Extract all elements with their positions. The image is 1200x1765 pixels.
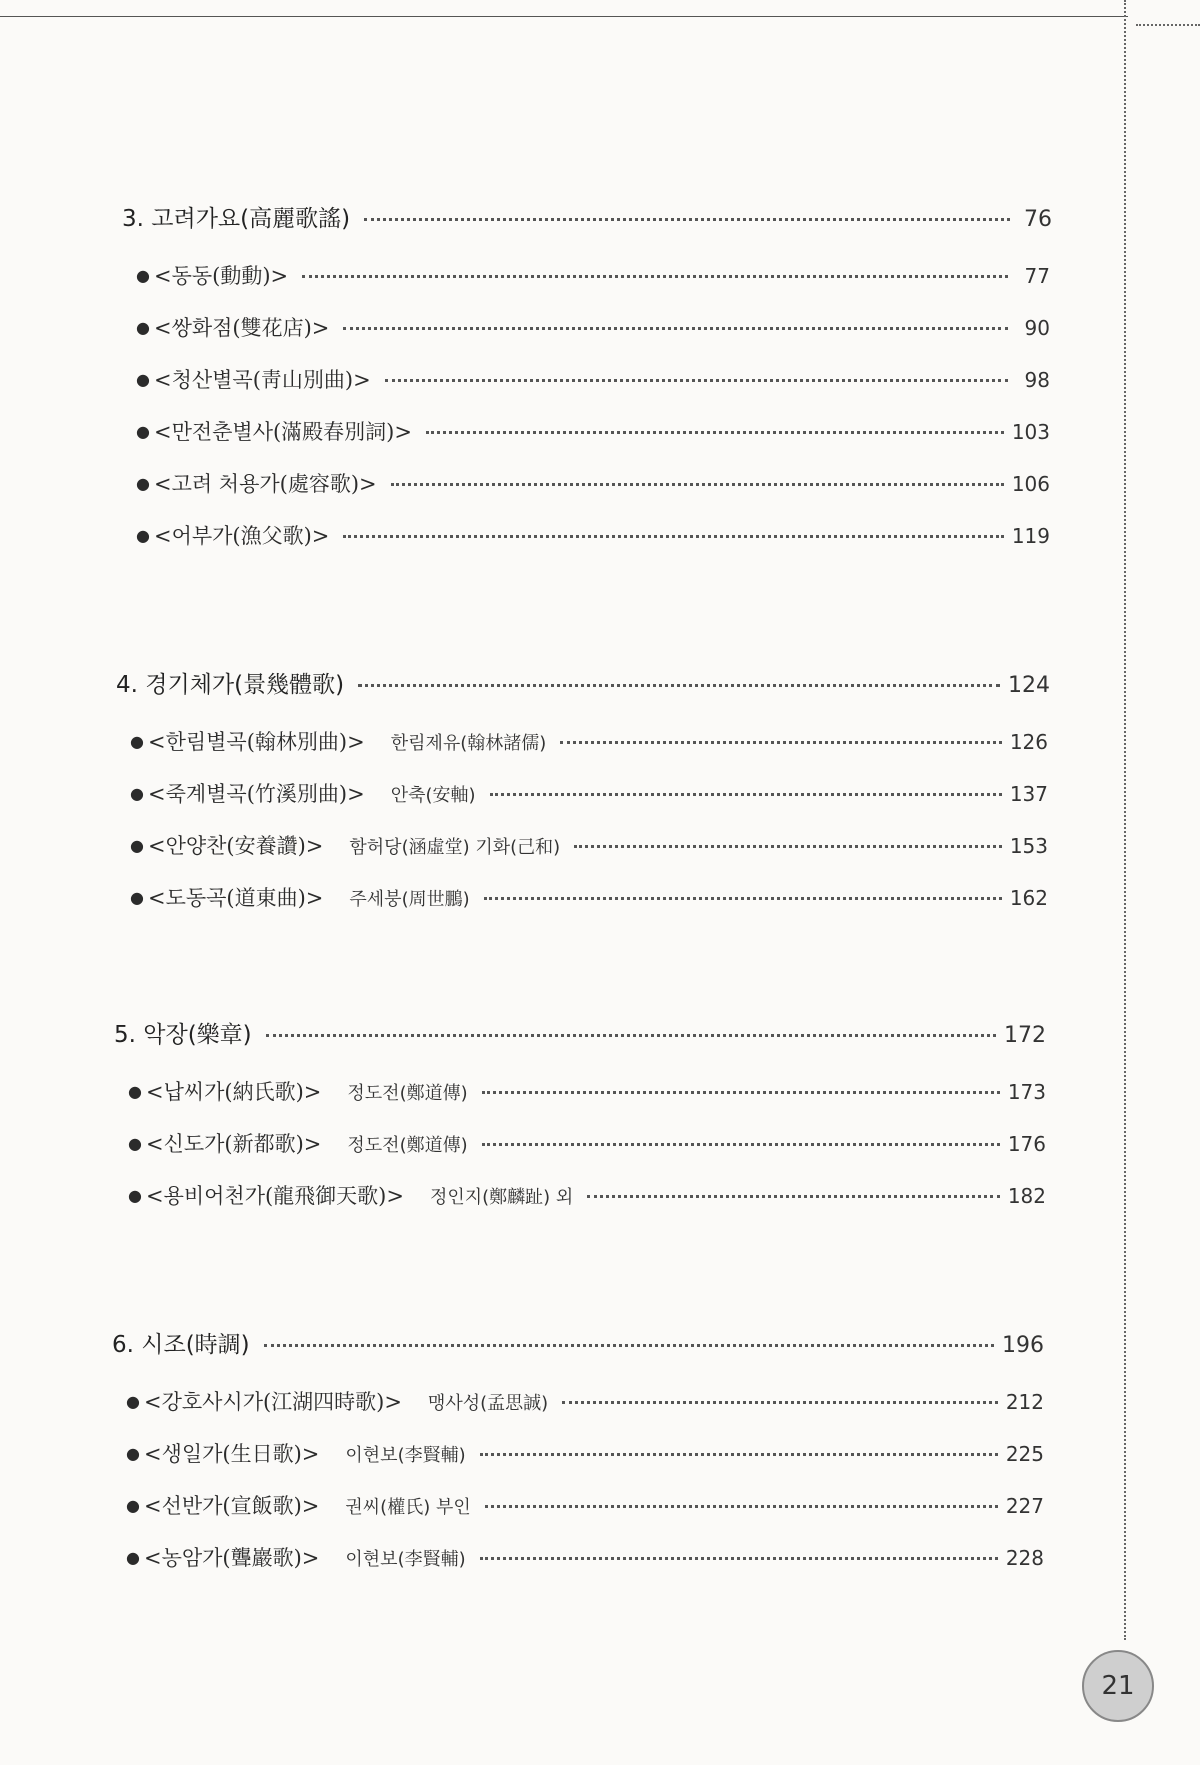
entry-page: 119: [1011, 524, 1050, 548]
entry-page: 162: [1009, 886, 1048, 910]
page-number-badge: [1082, 1650, 1154, 1722]
toc-entry[interactable]: [126, 1490, 1044, 1542]
entry-author: 권씨(權氏) 부인: [345, 1497, 471, 1518]
leader-dots: [343, 535, 1003, 538]
entry-title: <고려 처용가(處容歌)>: [153, 472, 377, 496]
bullet-icon: ●: [136, 422, 150, 441]
toc-entry[interactable]: [128, 1076, 1046, 1128]
leader-dots: [482, 1143, 1000, 1146]
toc-entry[interactable]: [126, 1386, 1044, 1438]
entry-page: 98: [1024, 368, 1050, 392]
leader-dots: [391, 483, 1004, 486]
entry-title: <강호사시가(江湖四時歌)>: [143, 1390, 402, 1414]
toc-entry[interactable]: [128, 1180, 1046, 1232]
entry-page: 77: [1024, 264, 1050, 288]
section-page: 124: [1008, 673, 1050, 698]
entry-author: 이현보(李賢輔): [345, 1549, 466, 1570]
toc-entry[interactable]: [136, 260, 1050, 312]
entry-author: 정도전(鄭道傳): [347, 1083, 468, 1104]
section-page: 196: [1002, 1333, 1044, 1358]
entry-page: 225: [1005, 1442, 1044, 1466]
entry-title: <생일가(生日歌)>: [143, 1442, 320, 1466]
toc-entry[interactable]: [136, 364, 1050, 416]
entry-page: 126: [1009, 730, 1048, 754]
toc-entry[interactable]: [136, 416, 1050, 468]
bullet-icon: ●: [130, 888, 144, 907]
toc-entry[interactable]: [126, 1542, 1044, 1594]
entry-title: <도동곡(道東曲)>: [147, 886, 324, 910]
entry-page: 106: [1011, 472, 1050, 496]
entry-page: 90: [1024, 316, 1050, 340]
bullet-icon: ●: [136, 266, 150, 285]
section-heading: 5. 악장(樂章): [114, 1022, 252, 1048]
leader-dots: [484, 897, 1002, 900]
bullet-icon: ●: [128, 1134, 142, 1153]
page-number: 21: [1101, 1671, 1135, 1701]
leader-dots: [364, 218, 1010, 221]
leader-dots: [343, 327, 1008, 330]
entry-page: 212: [1005, 1390, 1044, 1414]
bullet-icon: ●: [126, 1392, 140, 1411]
leader-dots: [480, 1557, 998, 1560]
entry-title: <선반가(宣飯歌)>: [143, 1494, 320, 1518]
entry-title: <어부가(漁父歌)>: [153, 524, 330, 548]
entry-author: 맹사성(孟思誠): [427, 1393, 549, 1414]
entry-title: <신도가(新都歌)>: [145, 1132, 322, 1156]
bullet-icon: ●: [126, 1548, 140, 1567]
bullet-icon: ●: [126, 1444, 140, 1463]
entry-page: 176: [1007, 1132, 1046, 1156]
section-page: 172: [1004, 1023, 1046, 1048]
bullet-icon: ●: [130, 732, 144, 751]
leader-dots: [485, 1505, 998, 1508]
leader-dots: [574, 845, 1002, 848]
toc-entry[interactable]: [136, 520, 1050, 572]
leader-dots: [562, 1401, 998, 1404]
entry-title: <동동(動動)>: [153, 264, 289, 288]
entry-page: 103: [1011, 420, 1050, 444]
bullet-icon: ●: [136, 474, 150, 493]
entry-title: <안양찬(安養讚)>: [147, 834, 324, 858]
entry-title: <납씨가(納氏歌)>: [145, 1080, 322, 1104]
toc-entry[interactable]: [126, 1438, 1044, 1490]
toc-entry[interactable]: [128, 1128, 1046, 1180]
section-heading-row[interactable]: [114, 1016, 1046, 1060]
toc-entry[interactable]: [130, 726, 1048, 778]
entry-page: 173: [1007, 1080, 1046, 1104]
leader-dots: [385, 379, 1008, 382]
entry-title: <청산별곡(靑山別曲)>: [153, 368, 371, 392]
bullet-icon: ●: [136, 370, 150, 389]
entry-author: 안축(安軸): [390, 785, 476, 806]
toc-section: [0, 200, 1200, 572]
leader-dots: [482, 1091, 1000, 1094]
leader-dots: [426, 431, 1004, 434]
leader-dots: [358, 684, 1000, 687]
entry-author: 정도전(鄭道傳): [347, 1135, 468, 1156]
leader-dots: [264, 1344, 994, 1347]
toc-entry[interactable]: [130, 882, 1048, 934]
entry-title: <한림별곡(翰林別曲)>: [147, 730, 365, 754]
entry-title: <죽계별곡(竹溪別曲)>: [147, 782, 365, 806]
entry-page: 153: [1009, 834, 1048, 858]
leader-dots: [266, 1034, 996, 1037]
entry-title: <만전춘별사(滿殿春別詞)>: [153, 420, 412, 444]
toc-entry[interactable]: [136, 312, 1050, 364]
section-heading: 3. 고려가요(高麗歌謠): [122, 206, 351, 232]
bullet-icon: ●: [136, 526, 150, 545]
leader-dots: [302, 275, 1008, 278]
toc-entry[interactable]: [136, 468, 1050, 520]
bullet-icon: ●: [130, 836, 144, 855]
entry-title: <농암가(聾巖歌)>: [143, 1546, 320, 1570]
top-border-dots: [1136, 24, 1200, 26]
entry-author: 한림제유(翰林諸儒): [390, 733, 547, 754]
bullet-icon: ●: [128, 1186, 142, 1205]
toc-entry[interactable]: [130, 778, 1048, 830]
bullet-icon: ●: [130, 784, 144, 803]
leader-dots: [587, 1195, 1000, 1198]
leader-dots: [490, 793, 1002, 796]
entry-page: 228: [1005, 1546, 1044, 1570]
section-heading-row[interactable]: [122, 200, 1052, 244]
section-heading: 4. 경기체가(景幾體歌): [116, 672, 345, 698]
entry-author: 정인지(鄭麟趾) 외: [429, 1187, 574, 1208]
entry-page: 137: [1009, 782, 1048, 806]
entry-title: <용비어천가(龍飛御天歌)>: [145, 1184, 404, 1208]
section-page: 76: [1024, 207, 1052, 232]
toc-section: [0, 666, 1200, 934]
top-border-line: [0, 16, 1128, 17]
toc-entry[interactable]: [130, 830, 1048, 882]
section-heading-row[interactable]: [112, 1326, 1044, 1370]
bullet-icon: ●: [126, 1496, 140, 1515]
bullet-icon: ●: [128, 1082, 142, 1101]
entry-author: 주세붕(周世鵬): [349, 889, 470, 910]
bullet-icon: ●: [136, 318, 150, 337]
toc-section: [0, 1326, 1200, 1594]
entry-author: 함허당(涵虛堂) 기화(己和): [349, 837, 561, 858]
section-heading-row[interactable]: [116, 666, 1050, 710]
entry-title: <쌍화점(雙花店)>: [153, 316, 330, 340]
entry-author: 이현보(李賢輔): [345, 1445, 466, 1466]
section-heading: 6. 시조(時調): [112, 1332, 250, 1358]
entry-page: 182: [1007, 1184, 1046, 1208]
leader-dots: [480, 1453, 998, 1456]
entry-page: 227: [1005, 1494, 1044, 1518]
toc-section: [0, 1016, 1200, 1232]
leader-dots: [560, 741, 1002, 744]
